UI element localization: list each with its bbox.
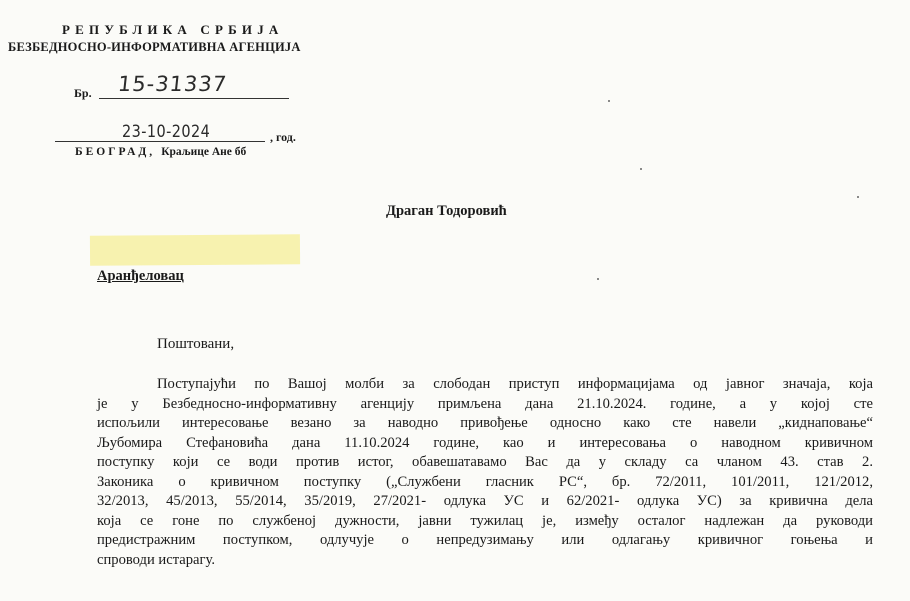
body-line: Поступајући по Вашој молби за слободан приступ информацијама од јавног значаја, која: [157, 376, 873, 392]
scan-speck: [608, 100, 610, 102]
scan-speck: [640, 168, 642, 170]
salutation: Поштовани,: [157, 336, 235, 352]
body-line: испољили интересовање везано за наводно привођење односно како сте навели „киднаповање“: [97, 415, 873, 431]
recipient-name: Драган Тодоровић: [386, 203, 507, 219]
registration-label: Бр.: [74, 86, 92, 100]
body-line: спроводи истарагу.: [97, 551, 215, 568]
location-line: [75, 146, 246, 158]
body-line: је у Безбедносно-информативну агенцију примљена дана 21.10.2024. године, а у којој сте: [97, 395, 873, 412]
letterhead-country: РЕПУБЛИКА СРБИЈА: [62, 22, 284, 37]
body-line: 32/2013, 45/2013, 55/2014, 35/2019, 27/2021- одлука УС и 62/2021- одлука УС) за кривична дела: [97, 493, 873, 509]
body-line: Љубомира Стефановића дана 11.10.2024 године, као и интересовања о наводном кривичном: [97, 434, 873, 451]
body-line: предистражним поступком, одлучује о непредузимању или одлагању кривичног гоњења и: [97, 532, 873, 548]
scan-speck: [597, 278, 599, 280]
location-city: БЕОГРАД,: [75, 146, 156, 158]
scan-speck: [857, 196, 859, 198]
date-stamp: 23-10-2024: [122, 122, 211, 142]
registration-underline: [99, 98, 289, 99]
date-suffix: , год.: [270, 130, 296, 144]
body-line: која се гоне по службеној дужности, јавни тужилац је, између осталог надлежан да руководи: [97, 512, 873, 529]
registration-number-handwritten: 15-31337: [116, 72, 229, 96]
recipient-city: Аранђеловац: [97, 268, 184, 284]
letterhead-agency: БЕЗБЕДНОСНО-ИНФОРМАТИВНА АГЕНЦИЈА: [8, 40, 301, 54]
body-line: Законика о кривичном поступку („Службени гласник РС“, бр. 72/2011, 101/2011, 121/2012,: [97, 473, 873, 490]
location-address: Краљице Ане бб: [161, 146, 247, 158]
body-paragraph: [97, 375, 873, 570]
body-line: поступку који се води против истог, обавешатавамо Вас да у складу са чланом 43. став 2.: [97, 454, 873, 470]
redaction-highlight: [90, 234, 300, 265]
